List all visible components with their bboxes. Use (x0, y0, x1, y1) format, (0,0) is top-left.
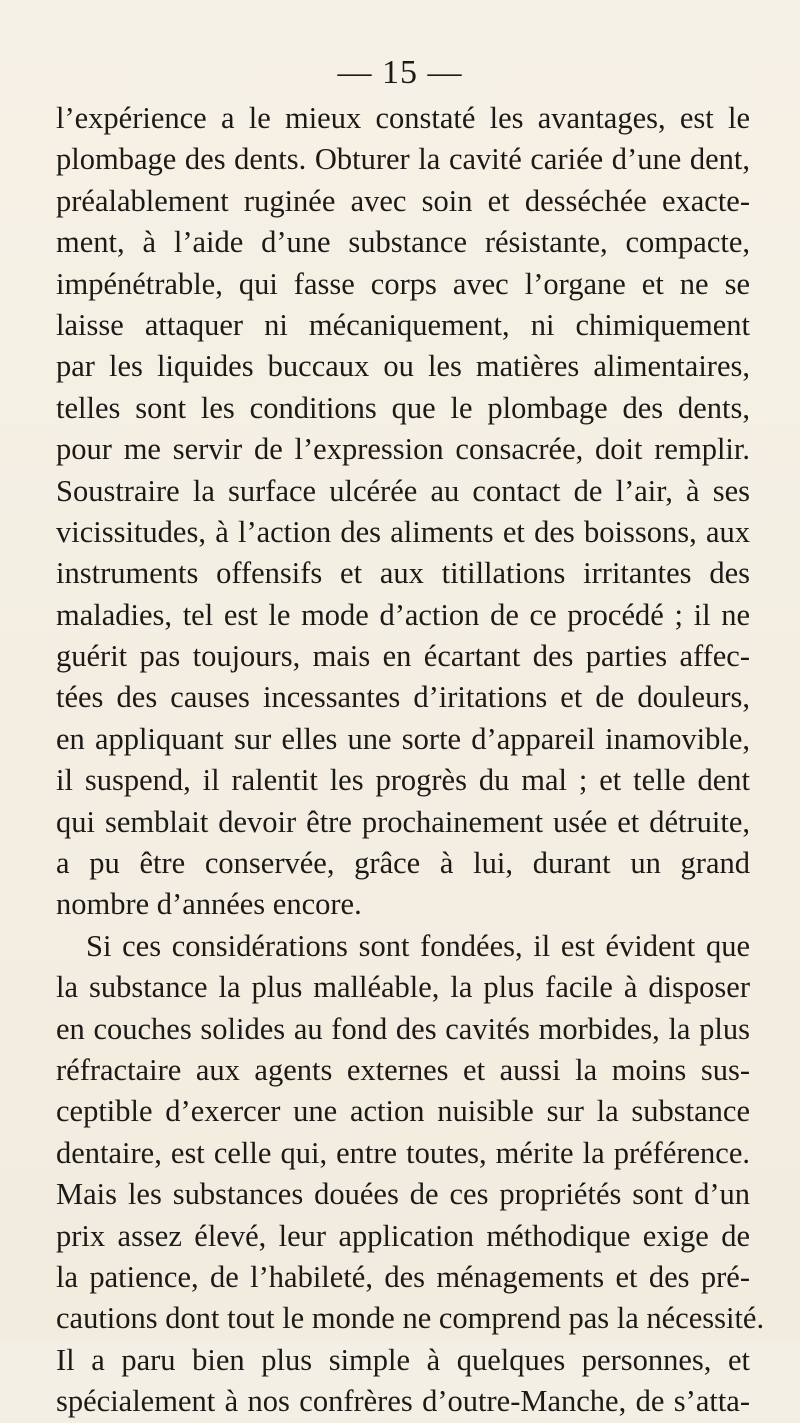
text-line: Si ces considérations sont fondées, il est évident que (86, 928, 750, 963)
text-line: tées des causes incessantes d’iritations et de douleurs, (56, 680, 750, 715)
text-line: instruments offensifs et aux titillations irritantes des (56, 556, 750, 591)
text-line: ment, à l’aide d’une substance résistante, compacte, (56, 225, 750, 260)
text-line: maladies, tel est le mode d’action de ce procédé ; il ne (56, 597, 750, 632)
text-line: nombre d’années encore. (56, 887, 362, 922)
text-line: réfractaire aux agents externes et aussi la moins sus- (56, 1052, 750, 1087)
text-line: ceptible d’exercer une action nuisible sur la substance (56, 1094, 750, 1129)
text-line: Mais les substances douées de ces propriétés sont d’un (56, 1177, 750, 1212)
text-line: spécialement à nos confrères d’outre-Manche, de s’atta- (56, 1384, 750, 1419)
text-line: par les liquides buccaux ou les matières alimentaires, (56, 349, 750, 384)
text-line: la substance la plus malléable, la plus facile à disposer (56, 970, 750, 1005)
text-line: il suspend, il ralentit les progrès du mal ; et telle dent (56, 763, 750, 798)
text-line: laisse attaquer ni mécaniquement, ni chimiquement (56, 307, 750, 342)
text-line: vicissitudes, à l’action des aliments et des boissons, aux (56, 514, 750, 549)
text-line: l’expérience a le mieux constaté les avantages, est le (56, 101, 750, 135)
text-line: telles sont les conditions que le plombage des dents, (56, 390, 750, 425)
text-line: Il a paru bien plus simple à quelques personnes, et (56, 1342, 750, 1377)
text-line: la patience, de l’habileté, des ménagements et des pré- (56, 1259, 750, 1294)
body-text (56, 98, 765, 1423)
text-line: plombage des dents. Obturer la cavité cariée d’une dent, (56, 142, 750, 177)
text-line: préalablement ruginée avec soin et desséchée exacte- (56, 183, 750, 218)
text-line: en appliquant sur elles une sorte d’appareil inamovible, (56, 721, 750, 756)
text-line: guérit pas toujours, mais en écartant des parties affec- (56, 639, 750, 674)
text-line: prix assez élevé, leur application méthodique exige de (56, 1218, 750, 1253)
text-line: impénétrable, qui fasse corps avec l’organe et ne se (56, 266, 750, 301)
text-line: en couches solides au fond des cavités morbides, la plus (56, 1011, 750, 1046)
text-line: a pu être conservée, grâce à lui, durant un grand (56, 846, 750, 881)
text-line: cautions dont tout le monde ne comprend pas la nécessité. (56, 1301, 765, 1336)
page-number: — 15 — (337, 54, 463, 91)
text-line: pour me servir de l’expression consacrée, doit remplir. (56, 432, 750, 467)
text-line: Soustraire la surface ulcérée au contact de l’air, à ses (56, 473, 750, 508)
text-line: qui semblait devoir être prochainement usée et détruite, (56, 804, 750, 839)
text-line: dentaire, est celle qui, entre toutes, mérite la préférence. (56, 1135, 750, 1170)
